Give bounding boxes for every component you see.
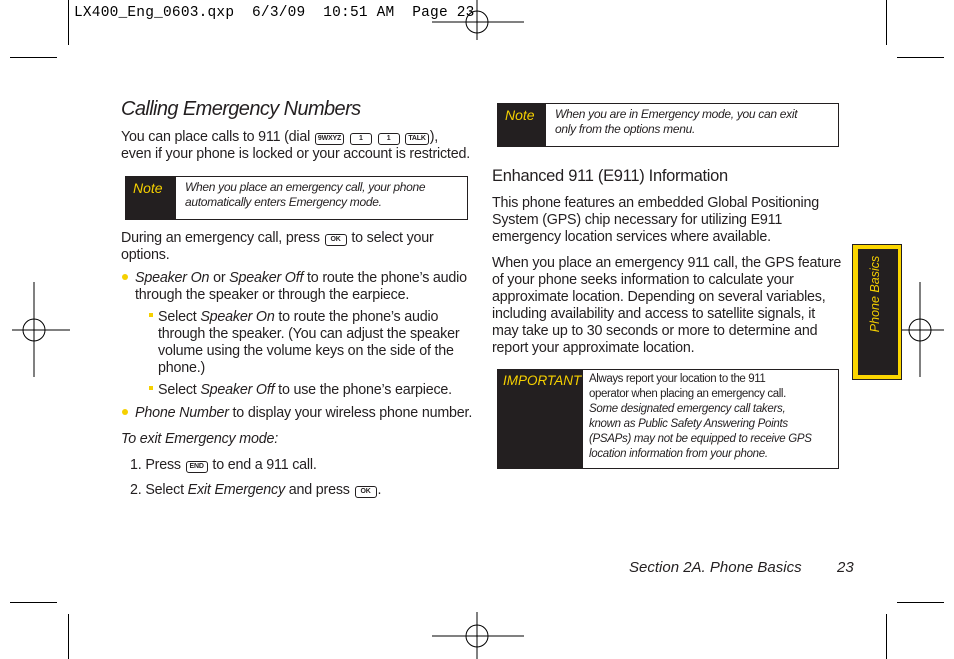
note-line: When you place an emergency call, your phone: [185, 180, 426, 194]
note-label: Note: [498, 104, 546, 146]
important-text: [583, 370, 818, 468]
footer-page-number: 23: [837, 559, 854, 576]
important-line: location information from your phone.: [589, 448, 768, 460]
important-box: [497, 369, 839, 469]
footer-section: Section 2A. Phone Basics: [629, 559, 802, 576]
important-bold-line: Always report your location to the 911: [589, 373, 766, 385]
note-label: Note: [126, 177, 176, 219]
file-slug-header: LX400_Eng_0603.qxp 6/3/09 10:51 AM Page 23: [74, 5, 475, 21]
paragraph-line: emergency location services where available.: [492, 229, 771, 245]
during-text: options.: [121, 247, 170, 263]
paragraph-line: of your phone seeks information to calculate your: [492, 272, 794, 288]
sub-bullet-text: through the speaker. (You can adjust the speaker: [158, 326, 460, 342]
option-speaker-on: Speaker On: [200, 309, 275, 325]
important-line: (PSAPs) may not be equipped to receive GPS: [589, 433, 812, 445]
during-text: to select your: [351, 230, 434, 246]
note-line: only from the options menu.: [555, 122, 695, 136]
paragraph-line: When you place an emergency 911 call, the GPS feature: [492, 255, 842, 271]
important-line: known as Public Safety Answering Points: [589, 418, 788, 430]
section-side-tab: [852, 244, 902, 380]
option-speaker-off: Speaker Off: [229, 270, 304, 286]
bullet-text: to route the phone’s audio: [303, 270, 467, 286]
sub-bullet-speaker-on: [158, 309, 478, 377]
step-1: [130, 457, 317, 474]
step-text: Press: [145, 457, 181, 473]
talk-key-icon: TALK: [405, 133, 428, 145]
side-tab-panel: [858, 249, 898, 375]
note-line: automatically enters Emergency mode.: [185, 195, 382, 209]
page-title: Calling Emergency Numbers: [121, 98, 361, 120]
key-1-icon: 1: [350, 133, 372, 145]
intro-text: You can place calls to 911 (dial: [121, 129, 311, 145]
note-text: [546, 104, 806, 146]
option-phone-number: Phone Number: [135, 405, 229, 421]
intro-paragraph: [121, 129, 481, 163]
registration-mark-top: [432, 0, 524, 40]
side-tab-label: Phone Basics: [868, 255, 882, 333]
intro-text-line2: even if your phone is locked or your account is restricted.: [121, 146, 470, 162]
sub-bullet-text: phone.): [158, 360, 206, 376]
intro-text-close: ),: [429, 129, 439, 145]
bullet-text: through the speaker or through the earpiece.: [135, 287, 410, 303]
registration-mark-bottom: [432, 612, 524, 659]
step-2: [130, 482, 381, 499]
step-text: and press: [284, 482, 350, 498]
step-text: .: [377, 482, 382, 498]
end-key-icon: END: [186, 461, 208, 473]
registration-mark-left: [0, 282, 70, 377]
note-text: [176, 177, 434, 219]
gps-paragraph: [492, 195, 837, 246]
paragraph-line: This phone features an embedded Global Positioning: [492, 195, 819, 211]
menu-ok-key-icon: OK: [325, 234, 347, 246]
bullet-speaker-options: [135, 270, 475, 304]
menu-ok-key-icon: OK: [355, 486, 377, 498]
gps-location-paragraph: [492, 255, 842, 357]
bullet-text: to display your wireless phone number.: [228, 405, 473, 421]
bullet-icon: [122, 274, 128, 280]
key-9-icon: 9WXYZ: [315, 133, 344, 145]
sub-bullet-text: volume using the volume keys on the side of the: [158, 343, 454, 359]
sub-bullet-speaker-off: [158, 382, 478, 399]
option-speaker-on: Speaker On: [135, 270, 210, 286]
key-1-icon: 1: [378, 133, 400, 145]
e911-heading: Enhanced 911 (E911) Information: [492, 167, 728, 185]
step-number: 2.: [130, 482, 142, 498]
sub-bullet-text: to route the phone’s audio: [274, 309, 439, 325]
paragraph-line: System (GPS) chip necessary for utilizing E911: [492, 212, 783, 228]
important-label: IMPORTANT: [498, 370, 583, 468]
bullet-text: or: [209, 270, 230, 286]
sub-bullet-text: Select: [158, 382, 201, 398]
step-number: 1.: [130, 457, 142, 473]
bullet-icon: [122, 409, 128, 415]
paragraph-line: approximate location. Depending on several variables,: [492, 289, 826, 305]
sub-bullet-icon: [149, 313, 153, 317]
exit-emergency-heading: To exit Emergency mode:: [121, 431, 278, 447]
option-exit-emergency: Exit Emergency: [187, 482, 285, 498]
sub-bullet-text: to use the phone’s earpiece.: [274, 382, 452, 398]
bullet-phone-number: [135, 405, 475, 422]
important-bold-line: operator when placing an emergency call.: [589, 388, 786, 400]
during-text: During an emergency call, press: [121, 230, 320, 246]
step-text: Select: [145, 482, 184, 498]
sub-bullet-text: Select: [158, 309, 201, 325]
option-speaker-off: Speaker Off: [200, 382, 275, 398]
paragraph-line: may take up to 30 seconds or more to determine and: [492, 323, 818, 339]
paragraph-line: including availability and access to satellite signals, it: [492, 306, 815, 322]
step-text: to end a 911 call.: [212, 457, 317, 473]
paragraph-line: report your approximate location.: [492, 340, 695, 356]
note-line: When you are in Emergency mode, you can exit: [555, 107, 798, 121]
note-box-exit-options: [497, 103, 839, 147]
note-box-emergency-mode: [125, 176, 468, 220]
important-line: Some designated emergency call takers,: [589, 403, 786, 415]
sub-bullet-icon: [149, 386, 153, 390]
during-call-paragraph: [121, 230, 481, 264]
